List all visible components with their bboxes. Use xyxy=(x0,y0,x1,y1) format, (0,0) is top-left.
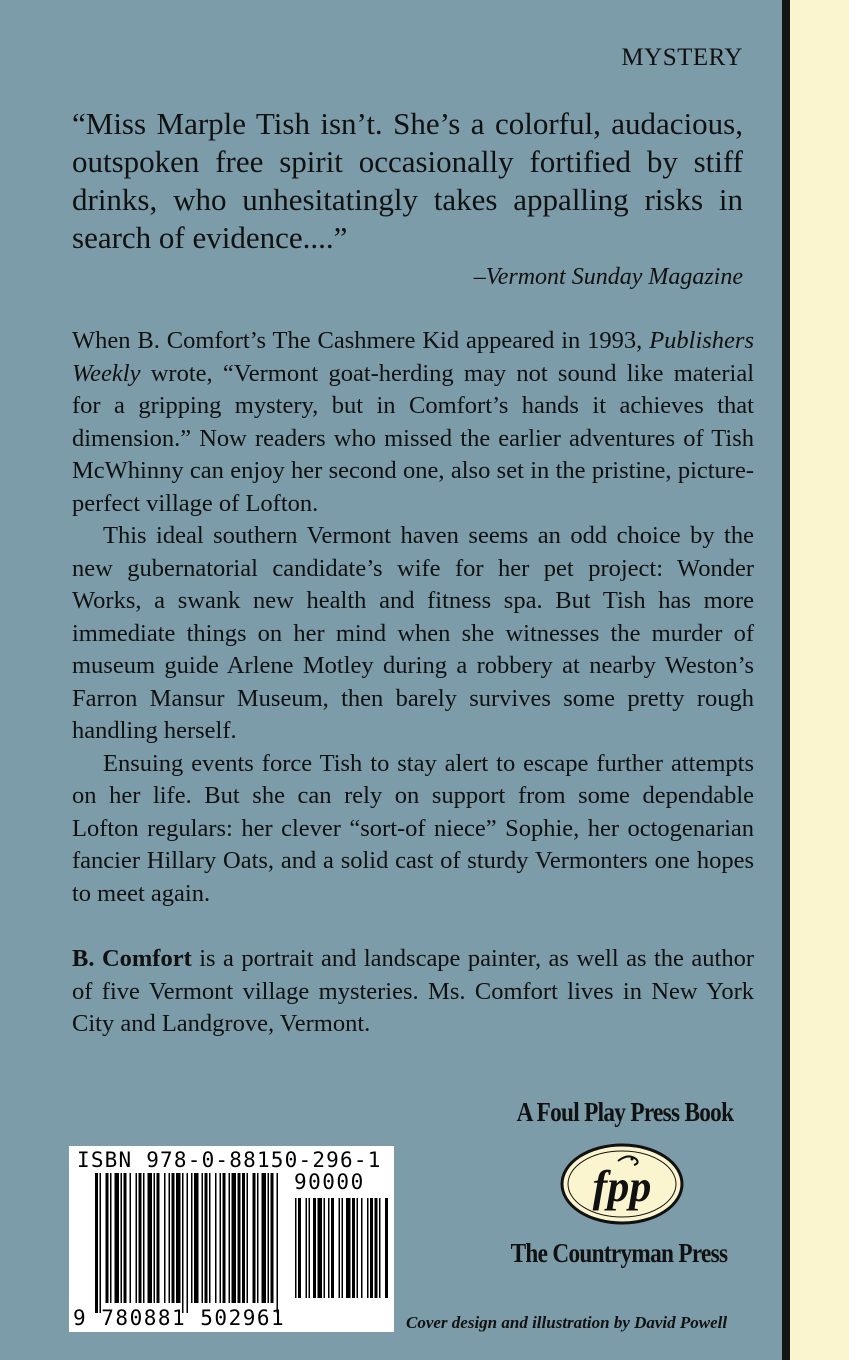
barcode-bar xyxy=(277,1173,279,1313)
description-paragraph-1: When B. Comfort’s The Cashmere Kid appeared in 1993, Publishers Weekly wrote, “Vermont goat-herding may not sound like material for a gripping mystery, but in Comfort’s hands it achieves that dimension.” Now readers who missed the earlier adventures of Tish McWhinny can enjoy her second one, also set in the pristine, picture-perfect village of Lofton. xyxy=(72,327,754,517)
price-bar xyxy=(295,1198,297,1298)
barcode-bar xyxy=(232,1173,237,1303)
price-bar xyxy=(328,1198,330,1298)
price-bar xyxy=(313,1198,316,1298)
barcode-bar xyxy=(176,1173,181,1303)
author-name: B. Comfort xyxy=(72,945,192,972)
barcode-bar xyxy=(271,1173,274,1303)
barcode-bar xyxy=(257,1173,259,1303)
barcode-bar xyxy=(202,1173,204,1303)
barcode-bar xyxy=(164,1173,166,1303)
barcode-bar xyxy=(194,1173,199,1303)
fpp-logo-icon xyxy=(560,1143,684,1225)
barcode-bar xyxy=(238,1173,241,1303)
barcode-bar xyxy=(205,1173,208,1303)
barcode-bar xyxy=(247,1173,249,1303)
author-bio: B. Comfort is a portrait and landscape painter, as well as the author of five Vermont village mysteries. Ms. Comfort lives in New York City and Landgrove, Vermont. xyxy=(72,945,754,1037)
barcode-bar xyxy=(115,1173,120,1303)
book-description xyxy=(72,325,754,910)
barcode-bar xyxy=(253,1173,256,1303)
barcode-bar xyxy=(268,1173,270,1303)
barcode-bar xyxy=(136,1173,138,1303)
price-bar xyxy=(352,1198,355,1298)
spine-border xyxy=(782,0,790,1360)
barcode-bar xyxy=(172,1173,175,1303)
isbn-text: ISBN 978-0-88150-296-1 xyxy=(77,1148,382,1172)
price-bar xyxy=(318,1198,323,1298)
barcode-bar xyxy=(229,1173,231,1303)
price-code: 90000 xyxy=(294,1170,365,1194)
publisher-name: The Countryman Press xyxy=(510,1238,728,1268)
price-bar xyxy=(324,1198,326,1298)
barcode-digits: 9 780881 502961 xyxy=(73,1306,286,1330)
genre-label: MYSTERY xyxy=(621,44,743,71)
isbn-barcode xyxy=(69,1146,394,1332)
barcode-bar xyxy=(215,1173,217,1303)
barcode-bar xyxy=(169,1173,171,1303)
price-bar xyxy=(339,1198,341,1298)
publication-name: Publishers Weekly xyxy=(72,327,754,387)
barcode-bar xyxy=(143,1173,145,1303)
review-quote: “Miss Marple Tish isn’t. She’s a colorful, audacious, outspoken free spirit occasionally fortified by stiff drinks, who unhesitatingly takes appalling risks in search of evidence....” xyxy=(72,106,743,255)
price-bar xyxy=(346,1198,351,1298)
barcode-bar xyxy=(157,1173,160,1303)
price-bar xyxy=(367,1198,369,1298)
barcode-bar xyxy=(148,1173,153,1303)
barcode-bar xyxy=(95,1173,98,1313)
barcode-bar xyxy=(130,1173,132,1303)
cover-credit: Cover design and illustration by David Powell xyxy=(406,1313,728,1332)
description-paragraph-3: Ensuing events force Tish to stay alert to escape further attempts on her life. But she can rely on support from some dependable Lofton regulars: her clever “sort-of niece” Sophie, her octogenarian fancier Hillary Oats, and a solid cast of sturdy Vermonters one hopes to meet again. xyxy=(72,749,754,907)
barcode-bar xyxy=(191,1173,193,1303)
barcode-bar xyxy=(182,1173,184,1313)
barcode-bar xyxy=(124,1173,127,1303)
price-bar xyxy=(357,1198,359,1298)
price-bar xyxy=(370,1198,373,1298)
barcode-bar xyxy=(262,1173,267,1303)
barcode-bar xyxy=(242,1173,245,1303)
price-bar xyxy=(342,1198,344,1298)
barcode-bar xyxy=(187,1173,189,1313)
price-bar xyxy=(385,1198,388,1298)
barcode-bar xyxy=(209,1173,211,1303)
price-bar xyxy=(379,1198,381,1298)
price-bar xyxy=(331,1198,334,1298)
price-bar xyxy=(361,1198,363,1298)
price-bar xyxy=(309,1198,311,1298)
description-paragraph-2: This ideal southern Vermont haven seems an odd choice by the new gubernatorial candidate’s wife for her pet project: Wonder Works, a swank new health and fitness spa. But Tish has more immediate things on her mind when she witnesses the murder of museum guide Arlene Motley during a robbery at nearby Weston’s Farron Mansur Museum, then barely survives some pretty rough handling herself. xyxy=(72,522,754,744)
barcode-bar xyxy=(139,1173,142,1303)
barcode-bar xyxy=(154,1173,156,1303)
barcode-bar xyxy=(220,1173,222,1303)
price-bar xyxy=(375,1198,378,1298)
logo-text: fpp xyxy=(592,1162,652,1211)
quote-attribution: –Vermont Sunday Magazine xyxy=(473,264,743,290)
barcode-bar xyxy=(106,1173,109,1303)
price-bar xyxy=(306,1198,308,1298)
imprint-line: A Foul Play Press Book xyxy=(516,1097,734,1127)
barcode-bar xyxy=(223,1173,226,1303)
barcode-bar xyxy=(121,1173,123,1303)
price-bar xyxy=(298,1198,301,1298)
book-spine xyxy=(790,0,849,1360)
barcode-bar xyxy=(100,1173,102,1313)
barcode-bar xyxy=(110,1173,112,1303)
